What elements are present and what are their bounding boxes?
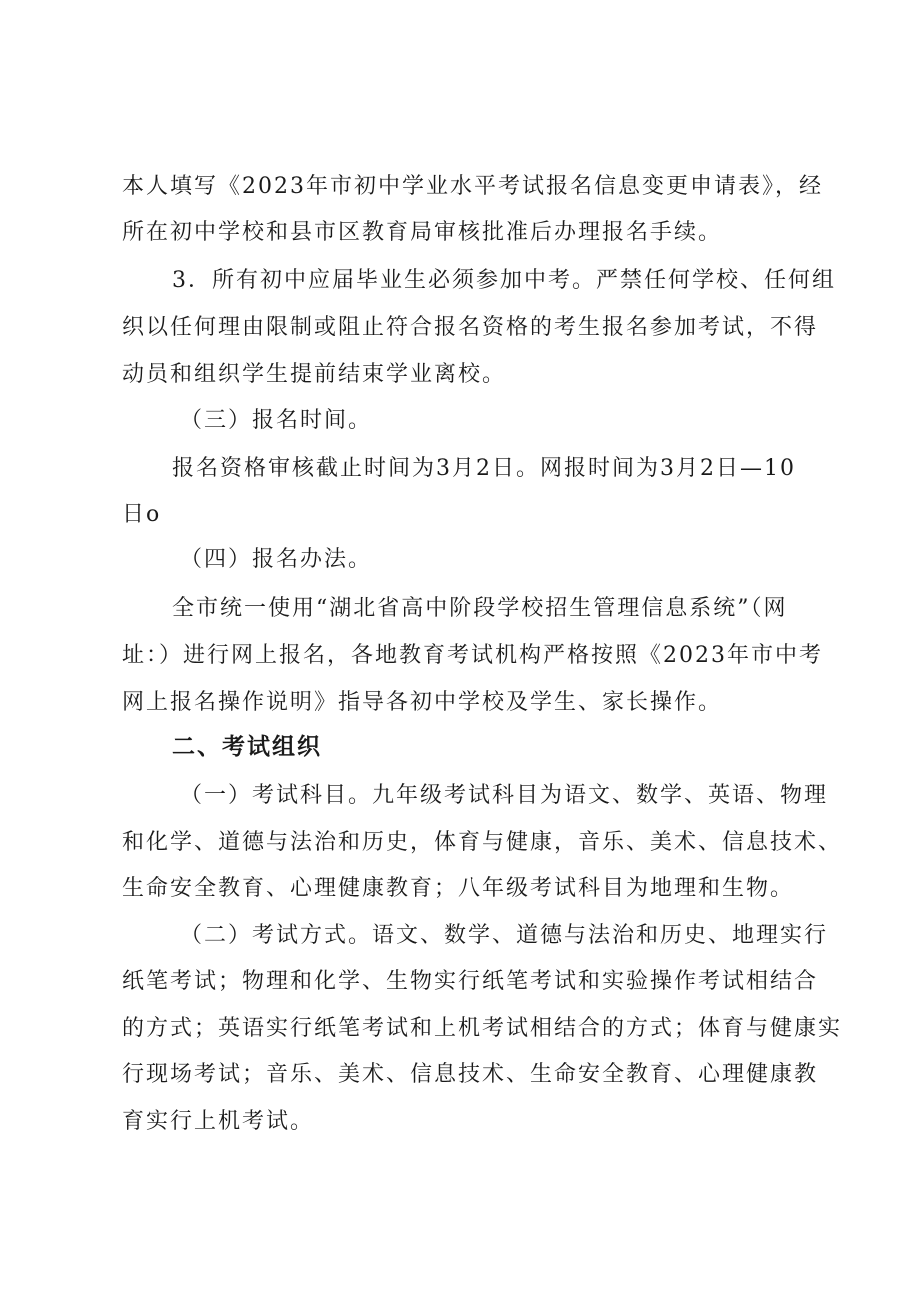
paragraph-line: 育实行上机考试。	[122, 1109, 315, 1134]
paragraph-line: （一）考试科目。九年级考试科目为语文、数学、英语、物理	[180, 783, 829, 808]
paragraph-line: 行现场考试；音乐、美术、信息技术、生命安全教育、心理健康教	[122, 1062, 819, 1087]
paragraph-line: 所在初中学校和县市区教育局审核批准后办理报名手续。	[122, 220, 723, 245]
paragraph-line: 本人填写《2023年市初中学业水平考试报名信息变更申请表》，经	[122, 174, 823, 199]
paragraph-line: 全市统一使用“湖北省高中阶段学校招生管理信息系统”（网	[172, 596, 788, 621]
paragraph-line: 报名资格审核截止时间为3月2日。网报时间为3月2日—10	[172, 456, 796, 481]
section-title: （四）报名办法。	[180, 547, 373, 572]
paragraph-line: 生命安全教育、心理健康教育；八年级考试科目为地理和生物。	[122, 876, 795, 901]
paragraph-line: 动员和组织学生提前结束学业离校。	[122, 362, 507, 387]
paragraph-line: 织以任何理由限制或阻止符合报名资格的考生报名参加考试，不得	[122, 315, 819, 340]
paragraph-line: 日o	[122, 502, 162, 527]
paragraph-line: 的方式；英语实行纸笔考试和上机考试相结合的方式；体育与健康实	[122, 1016, 843, 1041]
chapter-heading: 二、考试组织	[172, 734, 322, 760]
paragraph-line: 址：）进行网上报名，各地教育考试机构严格按照《2023年市中考	[122, 643, 823, 668]
paragraph-line: 和化学、道德与法治和历史，体育与健康，音乐、美术、信息技术、	[122, 830, 843, 855]
paragraph-line: 纸笔考试；物理和化学、生物实行纸笔考试和实验操作考试相结合	[122, 969, 819, 994]
paragraph-line: 网上报名操作说明》指导各初中学校及学生、家长操作。	[122, 690, 723, 715]
paragraph-line: 3．所有初中应届毕业生必须参加中考。严禁任何学校、任何组	[172, 268, 836, 293]
section-title: （三）报名时间。	[180, 408, 373, 433]
paragraph-line: （二）考试方式。语文、数学、道德与法治和历史、地理实行	[180, 923, 829, 948]
